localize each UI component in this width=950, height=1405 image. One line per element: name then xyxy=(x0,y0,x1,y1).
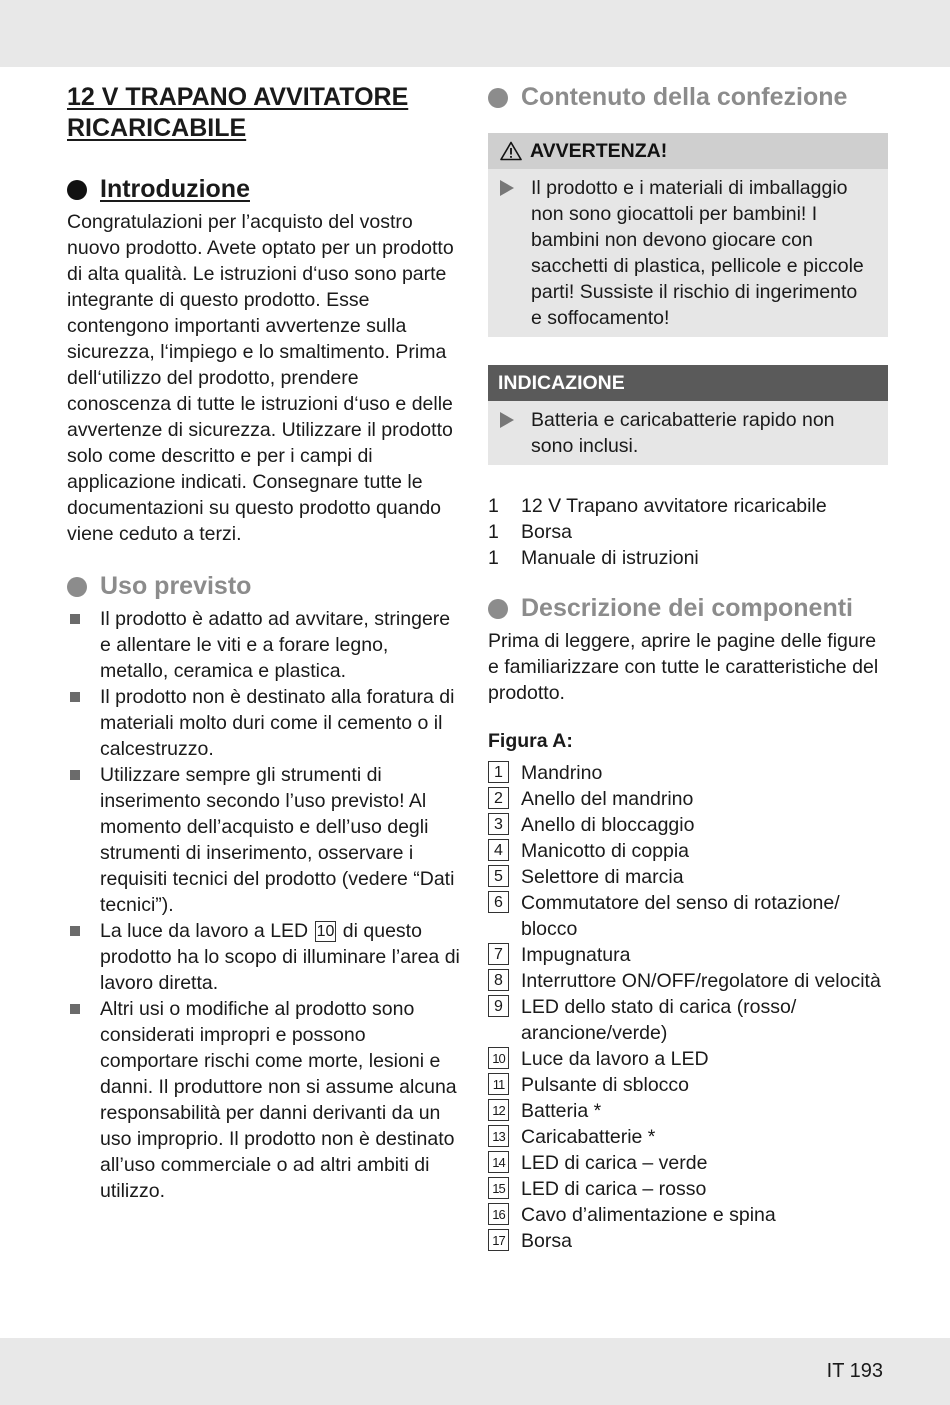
part-number-badge: 17 xyxy=(488,1229,509,1251)
part-row xyxy=(488,994,888,1046)
bullet-dot-icon xyxy=(488,599,508,619)
part-name: Pulsante di sblocco xyxy=(521,1074,690,1096)
part-number-badge: 7 xyxy=(488,943,509,965)
note-body xyxy=(488,401,888,465)
contents-qty: 1 xyxy=(488,547,499,569)
part-name: Cavo d’alimentazione e spina xyxy=(521,1204,776,1226)
part-row xyxy=(488,1046,888,1072)
contents-item xyxy=(488,519,888,545)
part-number-badge: 6 xyxy=(488,891,509,913)
part-row xyxy=(488,812,888,838)
warning-triangle-icon xyxy=(500,141,522,161)
uso-item xyxy=(67,684,462,762)
uso-item-text: di questo prodotto ha lo scopo di illuminare l’area di lavoro diretta. xyxy=(100,920,460,994)
uso-item-text: Il prodotto non è destinato alla foratura di materiali molto duri come il cemento o il calcestruzzo. xyxy=(100,686,455,760)
note-header xyxy=(488,365,888,401)
intro-heading-text: Introduzione xyxy=(100,175,250,203)
contents-name: 12 V Trapano avvitatore ricaricabile xyxy=(521,495,827,517)
part-number-badge: 14 xyxy=(488,1151,509,1173)
part-name: Commutatore del senso di rotazione/ blocco xyxy=(521,892,840,940)
part-name: Mandrino xyxy=(521,762,603,784)
warning-body xyxy=(488,169,888,337)
arrow-bullet-icon xyxy=(500,412,514,428)
uso-item xyxy=(67,918,462,996)
square-bullet-icon xyxy=(70,770,80,780)
components-heading xyxy=(488,593,888,624)
square-bullet-icon xyxy=(70,614,80,624)
part-number-badge: 4 xyxy=(488,839,509,861)
contents-name: Borsa xyxy=(521,521,572,543)
warning-label: AVVERTENZA! xyxy=(530,140,668,162)
note-box xyxy=(488,365,888,465)
warning-header xyxy=(488,133,888,169)
note-label: INDICAZIONE xyxy=(498,372,625,394)
part-name: Anello di bloccaggio xyxy=(521,814,695,836)
square-bullet-icon xyxy=(70,926,80,936)
part-number-badge: 1 xyxy=(488,761,509,783)
warning-text: Il prodotto e i materiali di imballaggio non sono giocattoli per bambini! I bambini non devono giocare con sacchetti di plastica, pellicole e piccole parti! Sussiste il rischio di ingerimento e soffocamento! xyxy=(531,177,864,329)
part-name: Luce da lavoro a LED xyxy=(521,1048,709,1070)
page-number: IT 193 xyxy=(826,1360,883,1382)
uso-item xyxy=(67,996,462,1204)
part-row xyxy=(488,942,888,968)
part-row xyxy=(488,890,888,942)
contents-qty: 1 xyxy=(488,521,499,543)
parts-list xyxy=(488,760,888,1254)
part-row xyxy=(488,838,888,864)
part-row xyxy=(488,786,888,812)
part-number-badge: 15 xyxy=(488,1177,509,1199)
part-name: LED di carica – verde xyxy=(521,1152,708,1174)
part-name: Borsa xyxy=(521,1230,572,1252)
part-name: Batteria * xyxy=(521,1100,602,1122)
part-number-badge: 10 xyxy=(488,1047,509,1069)
part-name: LED dello stato di carica (rosso/ arancione/verde) xyxy=(521,996,797,1044)
part-name: Caricabatterie * xyxy=(521,1126,656,1148)
part-number-badge: 2 xyxy=(488,787,509,809)
contents-heading-text: Contenuto della confezione xyxy=(521,83,848,111)
part-row xyxy=(488,968,888,994)
part-row xyxy=(488,1202,888,1228)
left-column xyxy=(67,82,462,1204)
part-number-badge: 13 xyxy=(488,1125,509,1147)
uso-heading-text: Uso previsto xyxy=(100,572,252,600)
contents-list xyxy=(488,493,888,571)
uso-item xyxy=(67,762,462,918)
uso-list xyxy=(67,606,462,1204)
title-line-2: RICARICABILE xyxy=(67,114,247,142)
uso-item-text: La luce da lavoro a LED xyxy=(100,920,309,942)
square-bullet-icon xyxy=(70,692,80,702)
contents-item xyxy=(488,493,888,519)
part-name: LED di carica – rosso xyxy=(521,1178,707,1200)
part-row xyxy=(488,1150,888,1176)
part-number-badge: 8 xyxy=(488,969,509,991)
bullet-dot-icon xyxy=(67,577,87,597)
part-row xyxy=(488,1124,888,1150)
components-intro: Prima di leggere, aprire le pagine delle figure e familiarizzare con tutte le caratteristiche del prodotto. xyxy=(488,630,879,704)
top-band xyxy=(0,0,950,67)
uso-item-text: Altri usi o modifiche al prodotto sono considerati impropri e possono comportare rischi come morte, lesioni e danni. Il produttore non si assume alcuna responsabilità per danni derivanti da un uso improprio. Il prodotto non è destinato all’uso commerciale o ad altri ambiti di utilizzo. xyxy=(100,998,457,1202)
square-bullet-icon xyxy=(70,1004,80,1014)
uso-item xyxy=(67,606,462,684)
part-ref-badge: 10 xyxy=(316,923,335,940)
intro-heading xyxy=(67,174,462,205)
part-name: Interruttore ON/OFF/regolatore di velocità xyxy=(521,970,881,992)
title-line-1: 12 V TRAPANO AVVITATORE xyxy=(67,83,409,111)
bottom-band xyxy=(0,1338,950,1405)
bullet-dot-icon xyxy=(488,88,508,108)
part-row xyxy=(488,1072,888,1098)
part-number-badge: 9 xyxy=(488,995,509,1017)
contents-name: Manuale di istruzioni xyxy=(521,547,699,569)
intro-paragraph: Congratulazioni per l’acquisto del vostro nuovo prodotto. Avete optato per un prodotto di alta qualità. Le istruzioni d‘uso sono parte integrante di questo prodotto. Esse contengono importanti avvertenze sulla sicurezza, l‘impiego e lo smaltimento. Prima dell‘utilizzo del prodotto, prendere conoscenza di tutte le istruzioni d‘uso e delle avvertenze di sicurezza. Utilizzare il prodotto solo come descritto e per i campi di applicazione indicati. Consegnare tutte le documentazioni su questo prodotto quando viene ceduto a terzi. xyxy=(67,211,454,545)
warning-box xyxy=(488,133,888,337)
part-row xyxy=(488,1098,888,1124)
contents-qty: 1 xyxy=(488,495,499,517)
uso-heading xyxy=(67,571,462,602)
document-title xyxy=(67,82,462,144)
right-column xyxy=(488,82,888,1254)
contents-item xyxy=(488,545,888,571)
part-name: Anello del mandrino xyxy=(521,788,694,810)
part-row xyxy=(488,1228,888,1254)
part-number-badge: 5 xyxy=(488,865,509,887)
part-row xyxy=(488,864,888,890)
note-text: Batteria e caricabatterie rapido non sono inclusi. xyxy=(531,409,835,457)
part-name: Selettore di marcia xyxy=(521,866,684,888)
part-number-badge: 16 xyxy=(488,1203,509,1225)
uso-item-text: Utilizzare sempre gli strumenti di inserimento secondo l’uso previsto! Al momento dell’acquisto e dell’uso degli strumenti di inserimento, osservare i requisiti tecnici del prodotto (vedere “Dati tecnici”). xyxy=(100,764,455,916)
uso-item-text: Il prodotto è adatto ad avvitare, stringere e allentare le viti e a forare legno, metallo, ceramica e plastica. xyxy=(100,608,451,682)
part-number-badge: 11 xyxy=(488,1073,509,1095)
arrow-bullet-icon xyxy=(500,180,514,196)
part-row xyxy=(488,1176,888,1202)
part-row xyxy=(488,760,888,786)
figure-label: Figura A: xyxy=(488,730,573,752)
part-name: Manicotto di coppia xyxy=(521,840,690,862)
part-number-badge: 3 xyxy=(488,813,509,835)
part-name: Impugnatura xyxy=(521,944,631,966)
bullet-dot-icon xyxy=(67,180,87,200)
part-number-badge: 12 xyxy=(488,1099,509,1121)
components-heading-text: Descrizione dei componenti xyxy=(521,594,854,622)
contents-heading xyxy=(488,82,888,113)
